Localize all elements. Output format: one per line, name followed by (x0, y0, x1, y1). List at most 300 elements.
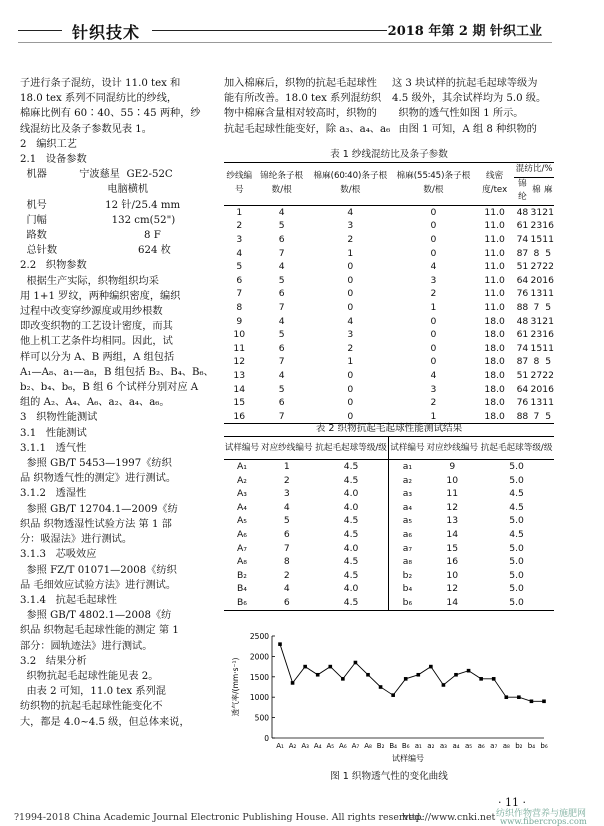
x-tick-label: a₅ (465, 742, 473, 750)
table-cell: A₆ (236, 528, 247, 540)
table-row (224, 301, 554, 315)
table-cell: 16 (542, 220, 554, 232)
text-line: 根据生产实际，织物组织均采 (20, 275, 159, 287)
table-cell: 18.0 (484, 369, 505, 381)
text-line: 分：吸湿法》进行测试。 (20, 534, 133, 546)
table-cell: 5 (283, 515, 290, 527)
table-cell: 7 (278, 301, 285, 313)
data-point (492, 677, 496, 681)
table-row (224, 260, 554, 274)
table-cell: 20 (530, 274, 543, 286)
text-line: 织品 织物起毛起球性能的测定 第 1 (20, 625, 179, 637)
text-line: 3.1.4 抗起毛起球性 (20, 594, 117, 606)
table-cell: 16 (542, 274, 554, 286)
text-line: 大，都是 4.0~4.5 级，但总体来说， (20, 716, 190, 728)
table-cell: b₂ (389, 569, 425, 583)
table-cell: 8 (236, 301, 243, 313)
table2-header: 抗起毛起球等级/级 (314, 437, 389, 460)
table-cell: 0 (430, 356, 437, 368)
data-point (341, 677, 345, 681)
table-cell: 4.5 (343, 556, 359, 568)
table-cell: 4 (278, 315, 285, 327)
table1-header: 混纺比/% (514, 163, 554, 178)
permeability-chart (224, 628, 554, 766)
table-cell: 0 (347, 274, 354, 286)
text-line: 线混纺比及条子参数见表 1。 (20, 123, 152, 135)
table-cell: 16 (233, 410, 246, 422)
table-cell: 21 (542, 315, 554, 327)
table-cell: 13 (530, 288, 543, 300)
table-cell: 18.0 (484, 397, 505, 409)
table-cell: 3 (283, 488, 290, 500)
data-point (404, 677, 408, 681)
table-cell: 6 (278, 342, 285, 354)
table-cell: 12 (446, 501, 459, 513)
text-line: 由表 2 可知，11.0 tex 系列混 (20, 686, 166, 698)
table-cell: 15 (530, 342, 543, 354)
table-cell: 1 (347, 247, 354, 259)
table-cell: 2 (430, 288, 437, 300)
text-line: 能有所改善。18.0 tex 系列混纺织 (224, 93, 382, 105)
table-cell: 5.0 (509, 474, 524, 486)
text-line: 2.1 设备参数 (20, 154, 87, 166)
table-cell: a₂ (389, 474, 425, 488)
table-cell: 10 (233, 329, 246, 341)
table-cell: 11 (542, 288, 554, 300)
journal-title: 2018 年第 2 期 针织工业 (387, 24, 542, 39)
text-line: 织品 织物透湿性试验方法 第 1 部 (20, 518, 172, 530)
table-cell: 5 (278, 220, 285, 232)
footer-url: http://www.cnki.net (402, 812, 496, 823)
table-cell: 48 (516, 315, 529, 327)
text-line: A₁—A₈、a₁—a₈，B 组包括 B₂、B₄、B₆、 (20, 366, 214, 378)
table2-header: 试样编号 (389, 437, 425, 460)
table-cell: 11 (542, 233, 554, 245)
table-cell: 64 (516, 383, 529, 395)
table-cell: 23 (530, 329, 543, 341)
table-cell: 4 (283, 583, 290, 595)
table-cell: 3 (347, 220, 354, 232)
table-row (224, 315, 554, 329)
table-cell: a₇ (389, 542, 425, 556)
table-cell: 1 (430, 410, 437, 422)
data-point (291, 681, 295, 685)
table-cell: 10 (446, 474, 459, 486)
table-cell: 5 (278, 274, 285, 286)
table1-header: 锦纶 (514, 177, 530, 205)
footer-copyright: ?1994-2018 China Academic Journal Electronic Publishing House. All rights reserved. (14, 812, 424, 823)
table-cell: 4.0 (343, 583, 359, 595)
table-cell: 1 (430, 301, 437, 313)
table-cell: 18.0 (484, 410, 505, 422)
table-cell: 2 (283, 474, 290, 486)
table-cell: 5.0 (509, 515, 524, 527)
table-cell: 4 (347, 315, 354, 327)
table-cell: 18.0 (484, 329, 505, 341)
table-cell: 4.5 (343, 596, 359, 608)
y-tick-label: 0 (264, 734, 269, 743)
text-line: 4.5 级外，其余试样均为 5.0 级。 (392, 93, 547, 105)
table-cell: A₅ (236, 515, 247, 527)
table-cell: 31 (530, 315, 543, 327)
text-line: 即改变织物的工艺设计密度，而其 (20, 321, 173, 333)
x-tick-label: A₆ (339, 742, 347, 750)
table-cell: 6 (283, 596, 290, 608)
table-row (224, 383, 554, 397)
x-axis-label: 试样编号 (392, 754, 424, 763)
table-cell: 11.0 (484, 247, 505, 259)
table-cell: 11 (233, 342, 246, 354)
text-line: 3.1 性能测试 (20, 427, 87, 439)
table-cell: 0 (347, 288, 354, 300)
table-cell: 2 (430, 397, 437, 409)
table-cell: 6 (283, 528, 290, 540)
table-cell: 2 (283, 569, 290, 581)
y-tick-label: 1000 (249, 693, 269, 703)
table-cell: 23 (530, 220, 543, 232)
text-line: 路数 8 F (20, 230, 161, 242)
text-line: 3.1.1 透气性 (20, 442, 87, 454)
table-row (224, 528, 554, 542)
text-line: 用 1+1 罗纹，两种编织密度，编织 (20, 290, 181, 302)
text-line: 过程中改变穿纱源度或用纱根数 (20, 306, 163, 318)
table-cell: 0 (347, 261, 354, 273)
table-cell: a₆ (389, 528, 425, 542)
table-cell: 6 (278, 233, 285, 245)
table-cell: 61 (516, 329, 529, 341)
data-point (391, 693, 395, 697)
y-tick-label: 1500 (249, 672, 269, 682)
table-cell: 2 (236, 220, 243, 232)
text-line: 织物的透气性如图 1 所示。 (392, 108, 524, 120)
table-cell: 4.0 (343, 542, 359, 554)
table-row (224, 342, 554, 356)
table-cell: 9 (449, 461, 456, 472)
table-row (224, 569, 554, 583)
table-cell: 10 (446, 569, 459, 581)
table-row (224, 514, 554, 528)
x-tick-label: B₂ (376, 742, 385, 750)
table-cell: 11 (542, 397, 554, 409)
data-point (379, 685, 383, 689)
table-row (224, 219, 554, 233)
header-rule-bottom (18, 42, 552, 43)
text-line: 参照 GB/T 4802.1—2008《纺 (20, 610, 172, 622)
text-line: 样可以分为 A、B 两组，A 组包括 (20, 351, 175, 363)
x-tick-label: A₃ (301, 742, 309, 750)
table-cell: A₂ (236, 474, 247, 486)
x-tick-label: a₆ (477, 742, 485, 750)
table-cell: 8 (283, 556, 290, 568)
table-cell: 7 (278, 356, 285, 368)
text-line: 机号 12 针/25.4 mm (20, 199, 181, 211)
text-line: 抗起毛起球性能变好，除 a₃、a₄、a₆ (224, 123, 391, 135)
data-point (530, 699, 534, 703)
text-line: 物中棉麻含量相对较高时，织物的 (224, 108, 377, 120)
table-row (224, 460, 554, 474)
table-row (224, 596, 554, 610)
x-tick-label: A₁ (276, 742, 284, 750)
table-cell: 4.5 (509, 488, 524, 500)
table-cell: 4 (278, 261, 285, 273)
table-cell: 27 (530, 369, 543, 381)
table2 (224, 436, 554, 611)
text-line: 参照 GB/T 12704.1—2009《纺 (20, 503, 178, 515)
table-cell: 1 (347, 356, 354, 368)
text-line: 参照 GB/T 5453—1997《纺织 (20, 458, 172, 470)
table-row (224, 542, 554, 556)
text-line: 他上机工艺条件均相同。因此，试 (20, 336, 173, 348)
table-row (224, 287, 554, 301)
table1-header: 麻 (542, 177, 554, 205)
table-cell: 4.5 (343, 569, 359, 581)
x-tick-label: b₄ (527, 742, 536, 750)
table-cell: 11.0 (484, 301, 505, 313)
table-cell: 4.5 (343, 474, 359, 486)
table2-header: 抗起毛起球等级/级 (479, 437, 554, 460)
text-line: 3.2 结果分析 (20, 655, 87, 667)
data-point (303, 665, 307, 669)
table-cell: 15 (233, 397, 246, 409)
table-cell: 6 (236, 274, 243, 286)
table-cell: 4 (278, 206, 285, 218)
table-cell: 4 (236, 247, 243, 259)
table-cell: 2 (347, 233, 354, 245)
table-cell: 87 (516, 356, 529, 368)
header-rule-left (18, 30, 62, 31)
text-line: 18.0 tex 系列不同混纺比的纱线， (20, 93, 178, 105)
table-row (224, 369, 554, 383)
y-axis-label: 透气率/(mm·s⁻¹) (231, 657, 240, 717)
table-cell: 11.0 (484, 261, 505, 273)
table-cell: 13 (446, 515, 459, 527)
table-row (224, 396, 554, 410)
table-cell: 9 (236, 315, 243, 327)
table-cell: 14 (446, 528, 459, 540)
table-cell: 7 (278, 247, 285, 259)
text-line: 机器 宁波慈星 GE2-52C (20, 169, 173, 181)
table-cell: 21 (542, 206, 554, 218)
y-tick-label: 2500 (249, 632, 269, 641)
table-cell: 1 (283, 461, 290, 472)
table1-header: 棉 (531, 177, 543, 205)
text-line: 纺织物的抗起毛起球性能变化不 (20, 701, 163, 713)
table1-header: 纱线编号 (224, 163, 255, 206)
text-line: 组的 A₂、A₄、A₆、a₂、a₄、a₆。 (20, 397, 170, 409)
watermark-text: 纺织作物营养与施肥网 (496, 809, 587, 819)
table-cell: 27 (530, 261, 543, 273)
data-point (504, 695, 508, 699)
watermark-url: www.fibercrops.com (500, 816, 587, 826)
table-cell: a₃ (389, 487, 425, 501)
x-tick-label: A₇ (351, 742, 360, 750)
table-cell: 11 (446, 488, 459, 500)
table-cell: 4 (347, 206, 354, 218)
table2-caption: 表 2 织物抗起毛起球性能测试结果 (315, 423, 463, 434)
table-cell: 4.5 (343, 461, 359, 472)
table-cell: 11.0 (484, 233, 505, 245)
table-cell: 5.0 (509, 556, 524, 568)
data-point (416, 673, 420, 677)
x-tick-label: a₂ (427, 742, 435, 750)
x-tick-label: A₂ (288, 742, 297, 750)
table-cell: 18.0 (484, 356, 505, 368)
section-title: 针织技术 (72, 23, 141, 42)
table-cell: A₁ (236, 461, 247, 472)
table-cell: 5.0 (509, 461, 524, 472)
table-cell: 3 (430, 383, 437, 395)
table-cell: 2 (347, 342, 354, 354)
table-cell: 4.5 (343, 515, 359, 527)
table-cell: 16 (542, 383, 554, 395)
table-row (224, 501, 554, 515)
table-cell: 88 (516, 301, 529, 313)
table-cell: a₅ (389, 514, 425, 528)
y-tick-label: 2000 (249, 652, 269, 662)
table-cell: 18.0 (484, 315, 505, 327)
table-cell: 11.0 (484, 220, 505, 232)
table-row (224, 582, 554, 596)
table-cell: 7 (278, 410, 285, 422)
table-cell: 18.0 (484, 342, 505, 354)
table-cell: 0 (430, 206, 437, 218)
table-cell: 22 (542, 261, 554, 273)
table-cell: 5 (236, 261, 243, 273)
table-cell: 3 (347, 329, 354, 341)
table-cell: 4.5 (343, 528, 359, 540)
x-tick-label: B₄ (389, 742, 397, 750)
table-row (224, 233, 554, 247)
data-point (278, 642, 282, 646)
table-cell: A₃ (236, 488, 247, 500)
data-point (429, 665, 433, 669)
text-line: 3 织物性能测试 (20, 412, 98, 424)
table-cell: B₄ (236, 583, 247, 595)
data-point (316, 673, 320, 677)
x-tick-label: a₄ (452, 742, 460, 750)
data-point (354, 661, 358, 665)
x-tick-label: A₈ (364, 742, 372, 750)
series-line (280, 644, 544, 701)
table-cell: 13 (530, 397, 543, 409)
table1-header: 棉麻(55∶45)条子根数/根 (392, 163, 475, 206)
x-tick-label: A₄ (313, 742, 322, 750)
table-cell: 74 (516, 233, 529, 245)
table-cell: 5.0 (509, 542, 524, 554)
page-number: · 11 · (498, 796, 526, 809)
text-line: 2 编织工艺 (20, 138, 77, 150)
text-line: 3.1.2 透湿性 (20, 488, 87, 500)
table-row (224, 247, 554, 261)
table-cell: b₄ (389, 582, 425, 596)
table-cell: 76 (516, 288, 529, 300)
table-cell: a₈ (389, 555, 425, 569)
table-row (224, 205, 554, 219)
text-line: 品 毛细效应试验方法》进行测试。 (20, 579, 177, 591)
table-cell: 5 (545, 410, 552, 422)
table-cell: 12 (446, 583, 459, 595)
table-cell: 4 (278, 369, 285, 381)
table-cell: 5 (545, 247, 552, 259)
table-cell: 14 (446, 596, 459, 608)
table-cell: 5.0 (509, 569, 524, 581)
data-point (454, 673, 458, 677)
right-column-text (392, 76, 572, 137)
x-tick-label: b₂ (515, 742, 523, 750)
table-cell: 0 (430, 329, 437, 341)
table-row (224, 474, 554, 488)
table-cell: 74 (516, 342, 529, 354)
table-cell: 61 (516, 220, 529, 232)
text-line: 加入棉麻后，织物的抗起毛起球性 (224, 78, 377, 89)
text-line: 品 织物透气性的测定》进行测试。 (20, 473, 177, 485)
y-tick-label: 500 (254, 713, 269, 723)
table-cell: 11 (542, 342, 554, 354)
table-cell: 4 (430, 369, 437, 381)
table-cell: 11.0 (484, 274, 505, 286)
table-cell: 20 (530, 383, 543, 395)
table-row (224, 274, 554, 288)
table-cell: 7 (533, 301, 540, 313)
table-cell: 8 (533, 356, 540, 368)
table-cell: 5.0 (509, 596, 524, 608)
table-cell: 4.0 (343, 488, 359, 500)
data-point (542, 699, 546, 703)
left-column-text (20, 76, 214, 730)
table-cell: 6 (278, 397, 285, 409)
table-cell: 5 (278, 383, 285, 395)
table-cell: 6 (278, 288, 285, 300)
table1-caption: 表 1 纱线混纺比及条子参数 (330, 149, 448, 160)
x-tick-label: A₅ (326, 742, 335, 750)
table-cell: 76 (516, 397, 529, 409)
table-cell: 18.0 (484, 383, 505, 395)
table-row (224, 487, 554, 501)
table-cell: B₂ (236, 569, 247, 581)
table-cell: 7 (283, 542, 290, 554)
text-line: 3.1.3 芯吸效应 (20, 549, 97, 561)
table-cell: 4.5 (509, 501, 524, 513)
x-tick-label: a₃ (439, 742, 447, 750)
table-cell: 0 (430, 220, 437, 232)
header-rule-mid (152, 30, 387, 31)
table-cell: 87 (516, 247, 529, 259)
table-row (224, 555, 554, 569)
table-cell: a₁ (389, 460, 425, 474)
table1-header: 锦纶条子根数/根 (255, 163, 309, 206)
table-cell: 1 (236, 206, 243, 218)
text-line: 棉麻比例有 60∶40、55∶45 两种，纱 (20, 108, 201, 120)
table2-header: 试样编号 (224, 437, 260, 460)
data-point (517, 695, 521, 699)
table-cell: B₆ (236, 596, 247, 608)
x-tick-label: a₇ (490, 742, 498, 750)
table-cell: 0 (347, 410, 354, 422)
table-cell: 11.0 (484, 288, 505, 300)
table-cell: 14 (233, 383, 246, 395)
table-cell: 3 (430, 274, 437, 286)
table-cell: 88 (516, 410, 529, 422)
table-cell: 0 (347, 301, 354, 313)
text-line: 电脑横机 (20, 184, 149, 196)
data-point (366, 673, 370, 677)
table-cell: a₄ (389, 501, 425, 515)
text-line: 部分：圆轨迹法》进行测试。 (20, 640, 153, 652)
table-cell: 4 (283, 501, 290, 513)
table1 (224, 162, 554, 424)
text-line: 这 3 块试样的抗起毛起球等级为 (392, 78, 538, 89)
table-cell: 5 (545, 301, 552, 313)
